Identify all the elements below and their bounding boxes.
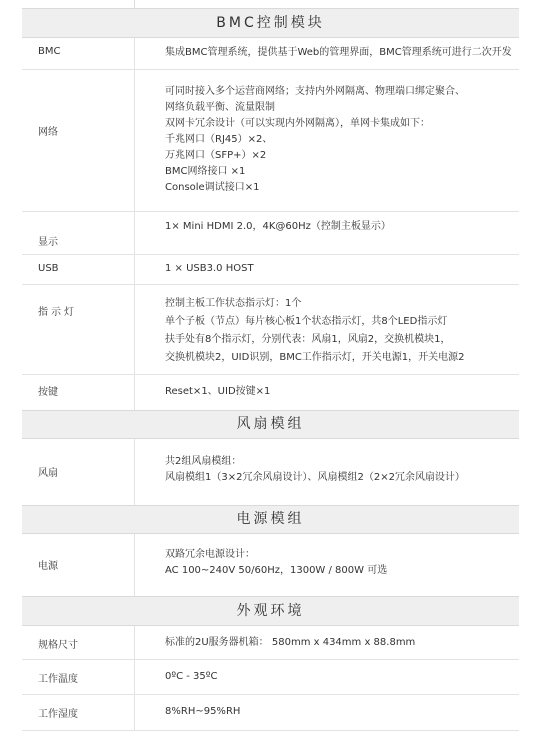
row-value	[165, 669, 217, 685]
row-value	[165, 454, 465, 486]
row-label: 规格尺寸	[38, 640, 78, 651]
value-line: 共2组风扇模组：	[165, 456, 242, 467]
spec-row-power	[22, 534, 519, 596]
row-value	[165, 84, 465, 196]
spec-row-network	[22, 70, 519, 212]
column-divider	[134, 660, 135, 694]
column-divider	[134, 212, 135, 254]
spec-row-buttons	[22, 375, 519, 410]
row-value	[165, 45, 512, 61]
value-line: BMC网络接口 ×1	[165, 166, 246, 177]
spec-row-usb	[22, 255, 519, 285]
row-value	[165, 261, 254, 277]
section-header-fan: 风扇模组	[22, 410, 519, 439]
row-label: 工作湿度	[38, 709, 78, 720]
row-value	[165, 547, 387, 579]
spec-row-temp	[22, 660, 519, 695]
column-divider	[134, 626, 135, 659]
spec-row-indicator	[22, 285, 519, 375]
spec-row-humidity	[22, 695, 519, 731]
section-header-appearance: 外观环境	[22, 596, 519, 626]
value-line: 1 × USB3.0 HOST	[165, 263, 254, 274]
row-value	[165, 219, 391, 235]
column-divider	[134, 70, 135, 211]
value-line: 千兆网口（RJ45）×2、	[165, 134, 273, 145]
spec-row-fan	[22, 439, 519, 505]
row-label: 电源	[38, 561, 58, 572]
value-line: 1× Mini HDMI 2.0，4K@60Hz（控制主板显示）	[165, 221, 391, 232]
row-label: 风扇	[38, 468, 58, 479]
row-label: 网络	[38, 127, 58, 138]
column-divider	[134, 534, 135, 596]
divider	[134, 0, 135, 8]
spec-table	[22, 0, 519, 749]
value-line: 8%RH~95%RH	[165, 706, 241, 717]
row-label: 指示灯	[38, 307, 77, 318]
value-line: 网络负载平衡、流量限制	[165, 102, 275, 113]
column-divider	[134, 439, 135, 505]
value-line: 万兆网口（SFP+）×2	[165, 150, 267, 161]
spec-row-display	[22, 212, 519, 255]
value-line: AC 100~240V 50/60Hz，1300W / 800W 可选	[165, 565, 388, 576]
spec-row-size	[22, 626, 519, 660]
column-divider	[134, 695, 135, 730]
spec-row-bmc	[22, 38, 519, 70]
value-line: 风扇模组1（3×2冗余风扇设计）、风扇模组2（2×2冗余风扇设计）	[165, 472, 465, 483]
row-value	[165, 384, 270, 400]
value-line: 单个子板（节点）每片核心板1个状态指示灯，共8个LED指示灯	[165, 316, 448, 327]
row-label: 工作温度	[38, 674, 78, 685]
section-header-power: 电源模组	[22, 505, 519, 534]
column-divider	[134, 375, 135, 410]
value-line: 双网卡冗余设计（可以实现内外网隔离），单网卡集成如下：	[165, 118, 430, 129]
value-line: 控制主板工作状态指示灯：1个	[165, 298, 302, 309]
row-value	[165, 704, 240, 720]
value-line: Reset×1、UID按键×1	[165, 386, 271, 397]
value-line: 标准的2U服务器机箱： 580mm x 434mm x 88.8mm	[165, 637, 416, 648]
value-line: 双路冗余电源设计：	[165, 549, 255, 560]
row-label: BMC	[38, 46, 61, 57]
value-line: 交换机模块2，UID识别，BMC工作指示灯，开关电源1，开关电源2	[165, 352, 465, 363]
value-line: 0ºC - 35ºC	[165, 671, 218, 682]
section-header-bmc: BMC控制模块	[22, 8, 519, 38]
value-line: 可同时接入多个运营商网络；支持内外网隔离、物理端口绑定聚合、	[165, 86, 465, 97]
column-divider	[134, 285, 135, 374]
row-value	[165, 635, 415, 651]
value-line: Console调试接口×1	[165, 182, 260, 193]
value-line: 扶手处有8个指示灯，分别代表：风扇1，风扇2，交换机模块1，	[165, 334, 451, 345]
column-divider	[134, 255, 135, 284]
row-label: 按键	[38, 387, 58, 398]
value-line: 集成BMC管理系统，提供基于Web的管理界面，BMC管理系统可进行二次开发	[165, 47, 512, 58]
row-label: 显示	[38, 237, 58, 248]
column-divider	[134, 38, 135, 69]
row-label: USB	[38, 263, 59, 274]
row-value	[165, 295, 465, 367]
